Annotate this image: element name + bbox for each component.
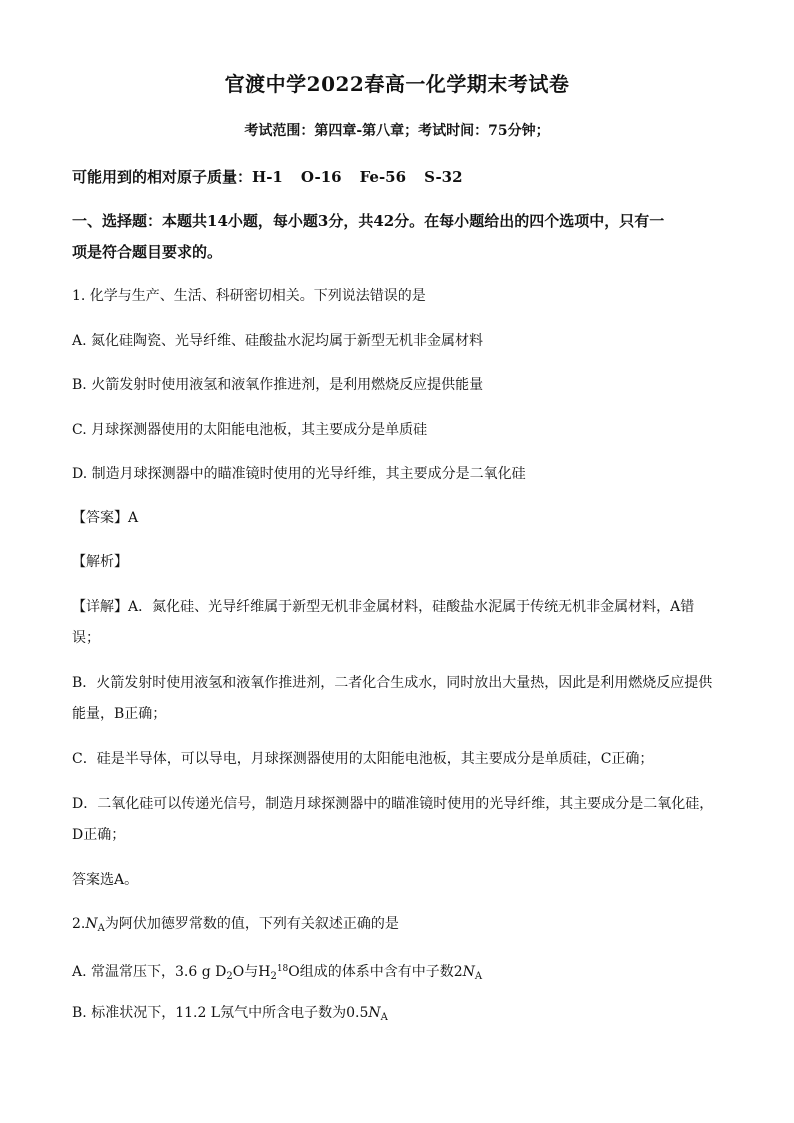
na-symbol: N xyxy=(368,1005,381,1021)
q1-option-d: D. 制造月球探测器中的瞄准镜时使用的光导纤维，其主要成分是二氧化硅 xyxy=(72,466,526,482)
q2-option-a xyxy=(72,959,482,987)
exam-subtitle: 考试范围：第四章-第八章；考试时间：75分钟； xyxy=(244,123,550,139)
q2-stem xyxy=(72,914,399,939)
na-subscript: A xyxy=(380,1012,388,1023)
q1-explain-b-line2: 能量，B正确； xyxy=(72,706,167,722)
na-symbol: N xyxy=(85,916,98,932)
q2-a-text2: O与H xyxy=(232,964,271,980)
q2-a-sub1: 2 xyxy=(226,971,233,982)
q1-answer: 【答案】A xyxy=(72,510,139,526)
q1-conclusion: 答案选A。 xyxy=(72,872,139,888)
q2-option-b xyxy=(72,1003,388,1028)
q1-analysis-label: 【解析】 xyxy=(72,554,128,570)
atomic-mass-line xyxy=(72,167,463,187)
q2-number: 2. xyxy=(72,916,86,932)
section-title-line1: 一、选择题：本题共14小题，每小题3分，共42分。在每小题给出的四个选项中，只有一 xyxy=(72,212,665,230)
na-symbol: N xyxy=(462,964,475,980)
page-title: 官渡中学2022春高一化学期末考试卷 xyxy=(224,72,570,96)
q1-option-c: C. 月球探测器使用的太阳能电池板，其主要成分是单质硅 xyxy=(72,422,428,438)
q2-stem-text: 为阿伏加德罗常数的值，下列有关叙述正确的是 xyxy=(104,916,399,932)
q2-b-text: B. 标准状况下，11.2 L氖气中所含电子数为0.5 xyxy=(72,1005,369,1021)
atomic-mass-h: H-1 xyxy=(252,168,283,186)
q1-option-b: B. 火箭发射时使用液氢和液氧作推进剂，是利用燃烧反应提供能量 xyxy=(72,377,484,393)
q1-detail-line2: 误； xyxy=(72,630,100,646)
section-title-line2: 项是符合题目要求的。 xyxy=(72,243,223,261)
na-subscript: A xyxy=(97,923,105,934)
q1-explain-b-line1: B．火箭发射时使用液氢和液氧作推进剂，二者化合生成水，同时放出大量热，因此是利用燃烧反应提供 xyxy=(72,675,713,691)
q1-explain-c: C．硅是半导体，可以导电，月球探测器使用的太阳能电池板，其主要成分是单质硅，C正确； xyxy=(72,751,654,767)
q1-option-a: A. 氮化硅陶瓷、光导纤维、硅酸盐水泥均属于新型无机非金属材料 xyxy=(72,333,484,349)
q2-a-text3: O组成的体系中含有中子数2 xyxy=(288,964,463,980)
atomic-mass-label: 可能用到的相对原子质量： xyxy=(72,168,253,186)
q2-a-text1: A. 常温常压下，3.6 g D xyxy=(72,964,227,980)
q1-detail-line1: 【详解】A．氮化硅、光导纤维属于新型无机非金属材料，硅酸盐水泥属于传统无机非金属材料，A错 xyxy=(72,599,695,615)
q2-a-sub2: 2 xyxy=(270,971,277,982)
q1-stem: 1. 化学与生产、生活、科研密切相关。下列说法错误的是 xyxy=(72,288,426,304)
atomic-mass-o: O-16 xyxy=(300,168,342,186)
na-subscript: A xyxy=(474,971,483,982)
atomic-mass-fe: Fe-56 xyxy=(359,168,407,186)
q1-explain-d-line1: D．二氧化硅可以传递光信号，制造月球探测器中的瞄准镜时使用的光导纤维，其主要成分是二氧化硅， xyxy=(72,796,714,812)
q2-a-sup: 18 xyxy=(276,964,289,974)
atomic-mass-s: S-32 xyxy=(424,168,463,186)
q1-explain-d-line2: D正确； xyxy=(72,827,126,843)
